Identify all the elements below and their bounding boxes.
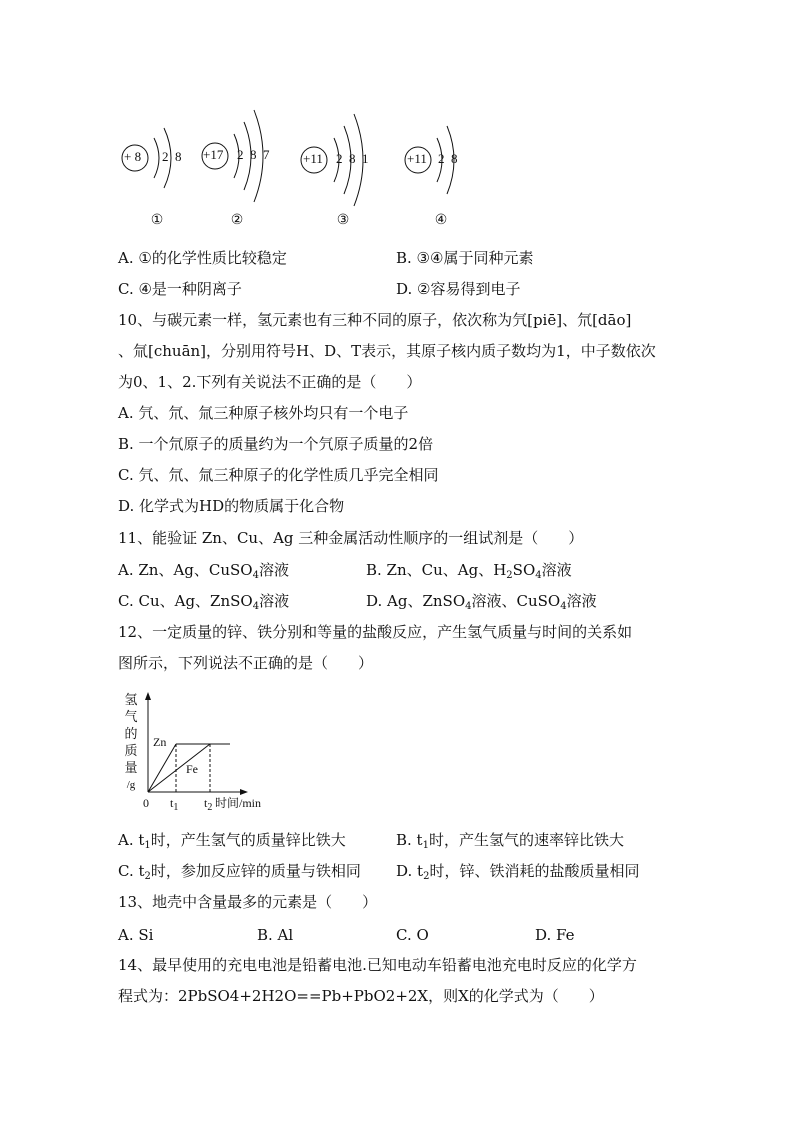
q10-option-d: D. 化学式为HD的物质属于化合物 xyxy=(118,497,345,515)
q13-option-b: B. Al xyxy=(257,926,294,944)
graph-t1-label: $t_1$ xyxy=(170,796,179,813)
graph-y-label: 氢 气 的 质 量 /g xyxy=(124,693,138,791)
atom-shells: 2 8 xyxy=(162,149,182,164)
q12-stem-line1: 12、一定质量的锌、铁分别和等量的盐酸反应，产生氢气质量与时间的关系如 xyxy=(118,623,633,641)
atom-nucleus: +17 xyxy=(203,147,224,162)
graph-x-label: 时间/min xyxy=(215,796,262,810)
q14-stem-line2: 程式为：2PbSO4+2H2O==Pb+PbO2+2X，则X的化学式为（ ） xyxy=(118,987,604,1005)
q13-option-c: C. O xyxy=(396,926,429,944)
graph-zn-label: Zn xyxy=(153,735,167,749)
atom-nucleus: +11 xyxy=(407,151,427,166)
hydrogen-mass-graph xyxy=(120,688,290,818)
q10-option-c: C. 氕、氘、氚三种原子的化学性质几乎完全相同 xyxy=(118,466,439,484)
q9-option-a: A. ①的化学性质比较稳定 xyxy=(118,249,287,267)
atom-label: ③ xyxy=(336,212,350,228)
q12-stem-line2: 图所示，下列说法不正确的是（ ） xyxy=(118,654,374,672)
q12-option-d: D. $t_2$时，锌、铁消耗的盐酸质量相同 xyxy=(396,862,640,882)
q12-option-a: A. $t_1$时，产生氢气的质量锌比铁大 xyxy=(118,831,346,851)
q13-option-a: A. Si xyxy=(118,926,154,944)
q14-stem-line1: 14、最早使用的充电电池是铅蓄电池.已知电动车铅蓄电池充电时反应的化学方 xyxy=(118,956,637,974)
q9-option-c: C. ④是一种阴离子 xyxy=(118,280,242,298)
atom-label: ④ xyxy=(434,212,448,228)
atom-shells: 2 8 1 xyxy=(336,151,369,166)
atom-diagrams xyxy=(112,100,512,240)
q11-option-b: B. Zn、Cu、Ag、$H_2SO_4$溶液 xyxy=(366,561,572,581)
atom-shells: 2 8 xyxy=(438,151,458,166)
q11-option-a: A. Zn、Ag、CuSO$_4$溶液 xyxy=(118,561,289,581)
graph-origin-label: 0 xyxy=(143,796,149,810)
q10-stem-line1: 10、与碳元素一样，氢元素也有三种不同的原子，依次称为氕[piē]、氘[dāo] xyxy=(118,311,632,329)
graph-fe-label: Fe xyxy=(186,762,198,776)
q13-option-d: D. Fe xyxy=(535,926,575,944)
q11-stem: 11、能验证 Zn、Cu、Ag 三种金属活动性顺序的一组试剂是（ ） xyxy=(118,529,584,547)
atom-shells: 2 8 7 xyxy=(237,147,270,162)
atom-nucleus: + 8 xyxy=(124,149,142,164)
q11-option-c: C. Cu、Ag、ZnSO$_4$溶液 xyxy=(118,592,290,612)
q10-stem-line3: 为0、1、2.下列有关说法不正确的是（ ） xyxy=(118,373,422,391)
atom-diagram-3 xyxy=(300,100,390,228)
graph-t2-label: $t_2$ xyxy=(204,796,213,813)
q12-option-b: B. $t_1$时，产生氢气的速率锌比铁大 xyxy=(396,831,624,851)
q10-option-b: B. 一个氘原子的质量约为一个氕原子质量的2倍 xyxy=(118,435,434,453)
q10-stem-line2: 、氚[chuān]，分别用符号H、D、T表示，其原子核内质子数均为1，中子数依次 xyxy=(118,342,656,360)
atom-diagram-4 xyxy=(404,100,494,228)
q13-stem: 13、地壳中含量最多的元素是（ ） xyxy=(118,893,378,911)
q10-option-a: A. 氕、氘、氚三种原子核外均只有一个电子 xyxy=(118,404,409,422)
q11-option-d: D. Ag、ZnSO$_4$溶液、CuSO$_4$溶液 xyxy=(366,592,597,612)
atom-label: ① xyxy=(150,212,164,228)
atom-diagram-2 xyxy=(202,100,292,228)
q9-option-d: D. ②容易得到电子 xyxy=(396,280,521,298)
q9-option-b: B. ③④属于同种元素 xyxy=(396,249,534,267)
q12-option-c: C. $t_2$时，参加反应锌的质量与铁相同 xyxy=(118,862,361,882)
atom-diagram-1 xyxy=(120,100,210,228)
atom-label: ② xyxy=(230,212,244,228)
atom-nucleus: +11 xyxy=(303,151,323,166)
